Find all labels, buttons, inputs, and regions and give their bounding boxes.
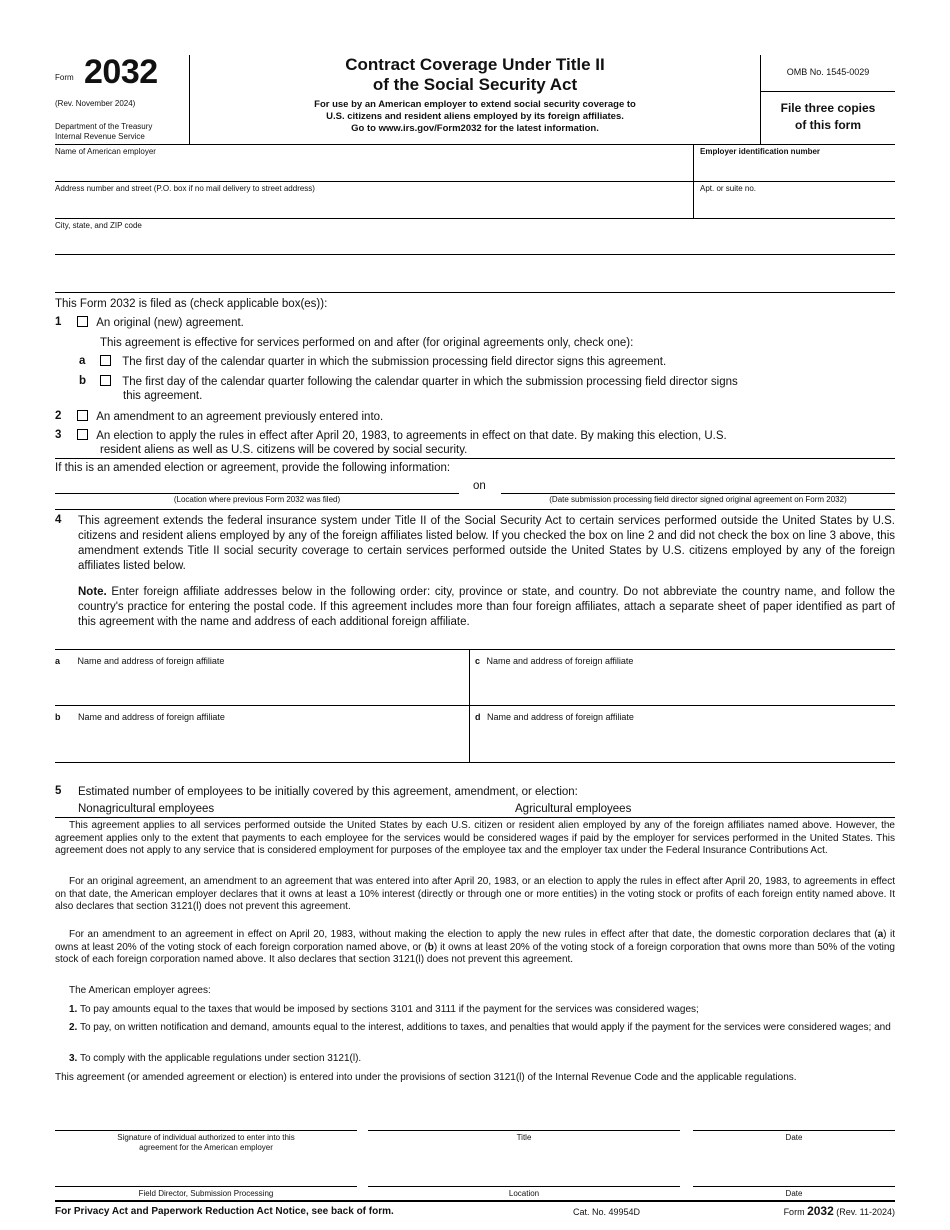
location-label: Location bbox=[508, 1189, 540, 1198]
footer-form-word: Form bbox=[783, 1207, 805, 1217]
nonag-label: Nonagricultural employees bbox=[78, 803, 215, 815]
employer-name-row bbox=[55, 145, 895, 182]
section-divider bbox=[55, 458, 895, 459]
note-text: Enter foreign affiliate addresses below in the following order: city, province or state, and country. Do not abbreviate the country name, and follow the country's practice for entering the postal code. If this agreement includes more than four foreign affiliates, attach a separate sheet of paper identified as part of this agreement with the name and address of each additional foreign affiliate. bbox=[78, 586, 895, 628]
agency-block bbox=[55, 122, 152, 142]
line4-number: 4 bbox=[55, 514, 62, 526]
line1b-checkbox[interactable] bbox=[100, 375, 111, 386]
affiliate-b-letter: b bbox=[55, 712, 61, 722]
signature-field[interactable] bbox=[55, 1130, 357, 1131]
affiliate-a-label: Name and address of foreign affiliate bbox=[77, 656, 225, 666]
omb-block bbox=[760, 55, 895, 145]
on-word: on bbox=[473, 480, 486, 492]
line1-checkbox[interactable] bbox=[77, 316, 88, 327]
form-header bbox=[55, 55, 895, 145]
line1b-letter: b bbox=[79, 375, 87, 387]
line1b-text2: this agreement. bbox=[123, 390, 203, 402]
agreement-1 bbox=[55, 1004, 895, 1017]
form-id-block bbox=[55, 55, 190, 145]
line4-text: This agreement extends the federal insurance system under Title II of the Social Security Act to certain services performed outside the United States by U.S. citizens and resident aliens employed by any of the foreign affiliates listed below. If you checked the box on line 2 and did not check the box on line 3 above, this amendment extends Title II social security coverage to certain services performed outside the United States by U.S. citizens employed by any of the foreign affiliates listed below. bbox=[78, 515, 895, 572]
section-divider bbox=[55, 509, 895, 510]
director-field[interactable] bbox=[55, 1186, 357, 1187]
section-divider bbox=[55, 762, 895, 763]
privacy-notice: For Privacy Act and Paperwork Reduction Act Notice, see back of form. bbox=[55, 1206, 394, 1217]
original-date-field[interactable] bbox=[501, 493, 895, 494]
location-field[interactable] bbox=[368, 1186, 680, 1187]
affiliate-c-field[interactable] bbox=[475, 651, 895, 705]
p3-b: b bbox=[427, 941, 434, 953]
address-row bbox=[55, 182, 895, 219]
ag-field[interactable] bbox=[665, 801, 895, 817]
agency: Internal Revenue Service bbox=[55, 132, 145, 141]
form-word: Form bbox=[55, 73, 74, 82]
section-divider bbox=[55, 817, 895, 818]
affiliate-d-letter: d bbox=[475, 712, 481, 722]
title-label: Title bbox=[516, 1133, 532, 1142]
subtitle-line3: Go to www.irs.gov/Form2032 for the latest information. bbox=[351, 123, 599, 134]
city-label: City, state, and ZIP code bbox=[55, 221, 142, 230]
title-field[interactable] bbox=[368, 1130, 680, 1131]
previous-location-field[interactable] bbox=[55, 493, 459, 494]
line4-note bbox=[78, 585, 895, 630]
form-body bbox=[55, 255, 895, 1230]
p3-part1: For an amendment to an agreement in effect on April 20, 1983, without making the election to apply the new rules in effect after that date, the domestic corporation declares that ( bbox=[69, 929, 878, 940]
nonag-field[interactable] bbox=[250, 801, 505, 817]
line1-text: An original (new) agreement. bbox=[96, 317, 244, 329]
section-divider bbox=[55, 649, 895, 650]
ein-field[interactable] bbox=[693, 145, 895, 181]
section-divider bbox=[55, 292, 895, 293]
apt-label: Apt. or suite no. bbox=[700, 184, 757, 193]
line3-row bbox=[77, 429, 727, 443]
subtitle-line2: U.S. citizens and resident aliens employed by its foreign affiliates. bbox=[326, 111, 624, 122]
line5-text: Estimated number of employees to be initially covered by this agreement, amendment, or election: bbox=[78, 786, 578, 798]
title-block bbox=[190, 55, 760, 135]
footer-form-id bbox=[784, 1204, 895, 1218]
line2-row bbox=[77, 410, 383, 424]
line1-effective: This agreement is effective for services performed on and after (for original agreements only, check one): bbox=[100, 337, 634, 349]
line3-text2: resident aliens as well as U.S. citizens will be covered by social security. bbox=[100, 444, 468, 456]
revision-date: (Rev. November 2024) bbox=[55, 99, 136, 108]
line3-text1: An election to apply the rules in effect after April 20, 1983, to agreements in effect on that date. By making this election, U.S. bbox=[96, 430, 727, 442]
ein-label: Employer identification number bbox=[700, 147, 821, 156]
affiliate-d-label: Name and address of foreign affiliate bbox=[486, 712, 634, 722]
form-title-line1: Contract Coverage Under Title II bbox=[345, 55, 605, 74]
date-caption: (Date submission processing field director signed original agreement on Form 2032) bbox=[549, 495, 847, 504]
affiliate-b-field[interactable] bbox=[55, 707, 469, 761]
signature-label-line1: Signature of individual authorized to enter into this bbox=[117, 1133, 295, 1142]
line5-number: 5 bbox=[55, 785, 62, 797]
footer-form-number: 2032 bbox=[807, 1204, 834, 1218]
form-2032 bbox=[55, 55, 895, 1230]
affiliate-d-field[interactable] bbox=[475, 707, 895, 761]
line1a-letter: a bbox=[79, 355, 86, 367]
line1b-text1: The first day of the calendar quarter following the calendar quarter in which the submission processing field director signs bbox=[122, 376, 738, 388]
affiliate-a-field[interactable] bbox=[55, 651, 469, 705]
affiliate-c-label: Name and address of foreign affiliate bbox=[486, 656, 634, 666]
closing-paragraph: This agreement (or amended agreement or election) is entered into under the provisions of section 3121(l) of the Internal Revenue Code and the applicable regulations. bbox=[55, 1072, 797, 1083]
line1a-row bbox=[100, 355, 666, 369]
agreement-3-text: To comply with the applicable regulations under section 3121(l). bbox=[77, 1053, 362, 1064]
footer-rule bbox=[55, 1200, 895, 1202]
form-title-line2: of the Social Security Act bbox=[372, 75, 578, 94]
agreement-1-num: 1. bbox=[69, 1004, 78, 1015]
affiliate-grid-divider bbox=[55, 705, 895, 706]
affiliate-a-letter: a bbox=[55, 656, 61, 666]
affiliate-c-letter: c bbox=[475, 656, 481, 666]
agreement-2-num: 2. bbox=[69, 1022, 78, 1033]
date-label: Date bbox=[785, 1133, 803, 1142]
line2-checkbox[interactable] bbox=[77, 410, 88, 421]
agreement-1-text: To pay amounts equal to the taxes that would be imposed by sections 3101 and 3111 if the payment for the services was considered wages; bbox=[77, 1004, 699, 1015]
agrees-intro: The American employer agrees: bbox=[69, 985, 211, 996]
terms-paragraph-3 bbox=[55, 929, 895, 967]
line3-checkbox[interactable] bbox=[77, 429, 88, 440]
affiliate-b-label: Name and address of foreign affiliate bbox=[77, 712, 225, 722]
director-label: Field Director, Submission Processing bbox=[138, 1189, 274, 1198]
agreement-3 bbox=[55, 1053, 895, 1066]
employer-name-label: Name of American employer bbox=[55, 147, 156, 156]
department: Department of the Treasury bbox=[55, 122, 153, 131]
line1-row bbox=[77, 316, 244, 330]
omb-number: OMB No. 1545-0029 bbox=[761, 55, 895, 92]
terms-paragraph-2: For an original agreement, an amendment to an agreement that was entered into after April 20, 1983, or an election to apply the rules in effect after April 20, 1983, to agreements in effect on that date, the American employer declares that it owns at least a 10% interest (directly or through one or more entities) in the voting stock or profits of each foreign entity named above. It also declares that section 3121(l) does not prevent this agreement. bbox=[55, 876, 895, 912]
agreement-3-num: 3. bbox=[69, 1053, 78, 1064]
line1b-row bbox=[100, 375, 738, 389]
signature-label-line2: agreement for the American employer bbox=[139, 1143, 273, 1152]
copies-note bbox=[761, 92, 895, 134]
line1a-checkbox[interactable] bbox=[100, 355, 111, 366]
filing-intro: This Form 2032 is filed as (check applicable box(es)): bbox=[55, 298, 328, 310]
footer-rev: (Rev. 11-2024) bbox=[836, 1207, 895, 1217]
agreement-2-text: To pay, on written notification and demand, amounts equal to the interest, additions to taxes, and penalties that would apply if the payment for the services were considered wages; and bbox=[77, 1022, 891, 1033]
p3-part2: ) it owns at least 20% of the voting stock of each foreign corporation named above, or ( bbox=[55, 929, 896, 953]
p3-a: a bbox=[877, 929, 884, 940]
copies-line1: File three copies bbox=[780, 101, 876, 115]
signature-label bbox=[55, 1133, 357, 1153]
note-label: Note. bbox=[78, 586, 107, 598]
line1-number: 1 bbox=[55, 316, 62, 328]
date2-field[interactable] bbox=[693, 1186, 895, 1187]
p3-part3: ) it owns at least 20% of the voting stock of a foreign corporation that owns more than 50% of the voting stock of each foreign corporation named above. It also declares that section 3121(l) does not prevent this agreement. bbox=[55, 941, 895, 965]
apt-field[interactable] bbox=[693, 182, 895, 218]
line2-number: 2 bbox=[55, 410, 62, 422]
subtitle-line1: For use by an American employer to extend social security coverage to bbox=[314, 99, 636, 110]
line1a-text: The first day of the calendar quarter in which the submission processing field director signs this agreement. bbox=[122, 356, 667, 368]
subtitle-block bbox=[190, 99, 760, 135]
city-row[interactable] bbox=[55, 219, 895, 255]
address-label: Address number and street (P.O. box if no mail delivery to street address) bbox=[55, 184, 315, 193]
agreement-2 bbox=[55, 1022, 895, 1035]
location-caption: (Location where previous Form 2032 was filed) bbox=[173, 495, 341, 504]
date2-label: Date bbox=[785, 1189, 803, 1198]
line2-text: An amendment to an agreement previously entered into. bbox=[96, 411, 384, 423]
ag-label: Agricultural employees bbox=[515, 803, 632, 815]
terms-paragraph-1: This agreement applies to all services performed outside the United States by each U.S. citizen or resident alien employed by any of the foreign affiliates named above. However, the agreement applies only to the extent that payments to each employee for the services would be considered wages if paid by the employer for services performed in the United States. This agreement does not apply to any service that is considered employment for purposes of the employee tax and the employer tax under the Federal Insurance Contributions Act. bbox=[55, 820, 895, 856]
form-number: 2032 bbox=[84, 53, 158, 91]
copies-line2: of this form bbox=[795, 118, 861, 132]
date-field[interactable] bbox=[693, 1130, 895, 1131]
catalog-number: Cat. No. 49954D bbox=[573, 1207, 641, 1217]
amended-intro: If this is an amended election or agreement, provide the following information: bbox=[55, 462, 451, 474]
line3-number: 3 bbox=[55, 429, 62, 441]
